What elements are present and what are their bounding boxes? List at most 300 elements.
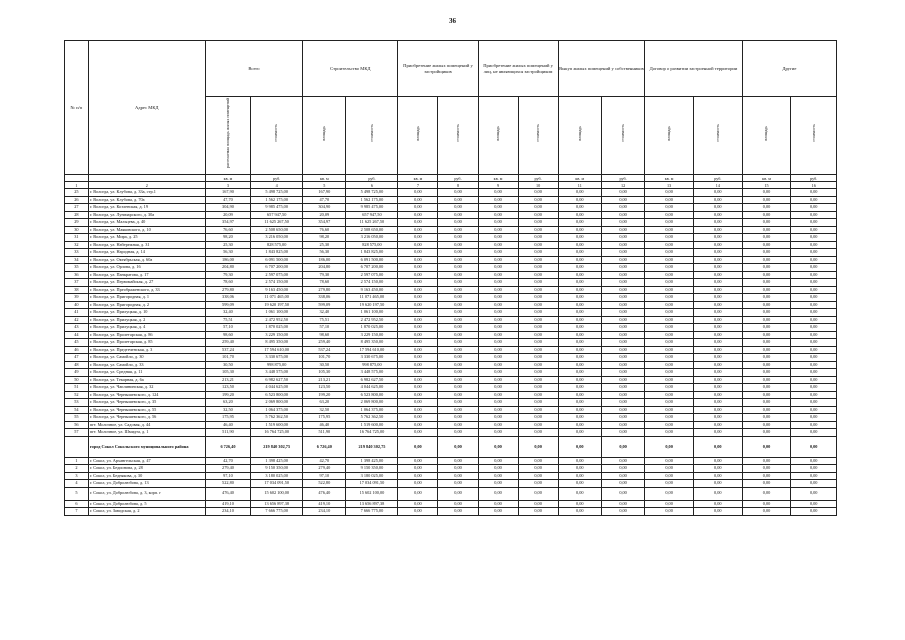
table-row	[65, 369, 837, 377]
row-zero-value: 0,00	[645, 204, 694, 212]
row-zero-value: 0,00	[601, 331, 644, 339]
row-zero-value: 0,00	[601, 324, 644, 332]
column-number: 12	[601, 182, 644, 189]
row-area-construction: 25,30	[303, 241, 346, 249]
column-number-row	[65, 182, 837, 189]
row-zero-value: 0,00	[601, 465, 644, 473]
row-zero-value: 0,00	[601, 301, 644, 309]
row-zero-value: 0,00	[518, 204, 558, 212]
row-area-construction: 56,30	[303, 249, 346, 257]
row-cost-construction: 16 764 725,00	[346, 429, 398, 437]
row-zero-value: 0,00	[478, 279, 518, 287]
row-number: 3	[65, 472, 89, 480]
row-zero-value: 0,00	[518, 361, 558, 369]
row-zero-value: 0,00	[601, 249, 644, 257]
table-row	[65, 309, 837, 317]
row-zero-value: 0,00	[478, 331, 518, 339]
row-address: г. Вологда, ул. Средняя, д. 11	[88, 369, 205, 377]
row-area-construction: 47,70	[303, 196, 346, 204]
row-zero-value: 0,00	[645, 472, 694, 480]
row-zero-value: 0,00	[693, 339, 742, 347]
table-row	[65, 391, 837, 399]
row-cost-total: 3 330 675,00	[251, 354, 303, 362]
row-area-construction: 186,00	[303, 256, 346, 264]
row-zero-value: 0,00	[478, 309, 518, 317]
row-zero-value: 0,00	[438, 241, 478, 249]
row-zero-value: 0,00	[693, 241, 742, 249]
row-zero-value: 0,00	[558, 234, 601, 242]
row-zero-value: 0,00	[478, 211, 518, 219]
row-area-construction: 20,09	[303, 211, 346, 219]
row-cost-construction: 1 061 100,00	[346, 309, 398, 317]
row-cost-total: 5 498 725,00	[251, 189, 303, 197]
row-zero-value: 0,00	[791, 369, 837, 377]
row-zero-value: 0,00	[558, 487, 601, 500]
row-zero-value: 0,00	[693, 472, 742, 480]
row-zero-value: 0,00	[558, 339, 601, 347]
row-zero-value: 0,00	[601, 361, 644, 369]
row-zero-value: 0,00	[791, 406, 837, 414]
row-zero-value: 0,00	[693, 301, 742, 309]
row-area-total: 30,50	[205, 361, 250, 369]
row-cost-construction: 5 762 362,50	[346, 414, 398, 422]
row-zero-value: 0,00	[438, 189, 478, 197]
row-zero-value: 0,00	[518, 406, 558, 414]
row-cost-total: 3 216 050,00	[251, 234, 303, 242]
row-area-total: 75,51	[205, 316, 250, 324]
row-cost-construction: 6 707 200,00	[346, 264, 398, 272]
row-address: г. Вологда, ул. Пригородная, д. 1	[88, 294, 205, 302]
row-zero-value: 0,00	[645, 264, 694, 272]
row-address: г. Вологда, ул. Прилуцкая, д. 2	[88, 316, 205, 324]
row-number: 33	[65, 249, 89, 257]
header-row-num: № п/п	[65, 41, 89, 175]
row-zero-value: 0,00	[558, 472, 601, 480]
row-zero-value: 0,00	[398, 354, 438, 362]
row-zero-value: 0,00	[478, 301, 518, 309]
row-zero-value: 0,00	[558, 286, 601, 294]
row-zero-value: 0,00	[693, 271, 742, 279]
row-cost-total: 657 947,50	[251, 211, 303, 219]
table-row	[65, 500, 837, 508]
row-address: г. Сокол, ул. Заводская, д. 2	[88, 508, 205, 516]
total-zero-value: 0,00	[645, 436, 694, 457]
row-zero-value: 0,00	[645, 279, 694, 287]
row-zero-value: 0,00	[742, 256, 791, 264]
table-row	[65, 189, 837, 197]
row-zero-value: 0,00	[601, 271, 644, 279]
column-number: 1	[65, 182, 89, 189]
row-cost-construction: 6 091 500,00	[346, 256, 398, 264]
row-zero-value: 0,00	[558, 384, 601, 392]
row-cost-total: 16 764 725,00	[251, 429, 303, 437]
row-zero-value: 0,00	[398, 472, 438, 480]
row-zero-value: 0,00	[518, 241, 558, 249]
row-cost-construction: 11 071 465,00	[346, 294, 398, 302]
row-zero-value: 0,00	[558, 316, 601, 324]
row-cost-total: 11 071 465,00	[251, 294, 303, 302]
row-zero-value: 0,00	[558, 361, 601, 369]
row-zero-value: 0,00	[558, 211, 601, 219]
row-zero-value: 0,00	[558, 324, 601, 332]
row-address: г. Вологда, ул. Маяковского, д. 10	[88, 226, 205, 234]
row-zero-value: 0,00	[558, 429, 601, 437]
row-area-total: 599,09	[205, 301, 250, 309]
row-zero-value: 0,00	[398, 339, 438, 347]
row-zero-value: 0,00	[645, 487, 694, 500]
sub-header-cell	[251, 97, 303, 175]
row-zero-value: 0,00	[742, 204, 791, 212]
column-number: 16	[791, 182, 837, 189]
row-zero-value: 0,00	[398, 384, 438, 392]
table-row	[65, 465, 837, 473]
row-cost-construction: 2 597 075,00	[346, 271, 398, 279]
row-cost-total: 3 229 150,00	[251, 331, 303, 339]
row-cost-total: 2 574 150,00	[251, 279, 303, 287]
row-zero-value: 0,00	[645, 384, 694, 392]
row-cost-construction: 7 666 775,00	[346, 508, 398, 516]
row-zero-value: 0,00	[438, 211, 478, 219]
row-address: г. Вологда, ул. Орлова, д. 16	[88, 264, 205, 272]
row-number: 34	[65, 256, 89, 264]
row-address: г. Вологда, ул. Преображенского, д. 33	[88, 286, 205, 294]
units-cell: руб.	[791, 175, 837, 182]
row-cost-total: 5 762 362,50	[251, 414, 303, 422]
row-zero-value: 0,00	[398, 286, 438, 294]
row-zero-value: 0,00	[645, 339, 694, 347]
row-zero-value: 0,00	[438, 465, 478, 473]
row-zero-value: 0,00	[398, 196, 438, 204]
row-number: 47	[65, 354, 89, 362]
table-row	[65, 294, 837, 302]
row-zero-value: 0,00	[693, 249, 742, 257]
row-address: г. Вологда, ул. Самойло, д. 30	[88, 354, 205, 362]
row-zero-value: 0,00	[742, 324, 791, 332]
units-cell-empty	[88, 175, 205, 182]
sub-header-cell	[478, 97, 518, 175]
row-zero-value: 0,00	[478, 384, 518, 392]
row-zero-value: 0,00	[693, 256, 742, 264]
row-zero-value: 0,00	[742, 331, 791, 339]
sub-header-label: стоимость	[810, 124, 816, 142]
row-zero-value: 0,00	[398, 346, 438, 354]
row-area-total: 46,40	[205, 421, 250, 429]
row-zero-value: 0,00	[558, 331, 601, 339]
row-area-total: 186,00	[205, 256, 250, 264]
row-zero-value: 0,00	[558, 301, 601, 309]
row-cost-total: 9 163 450,00	[251, 286, 303, 294]
row-area-construction: 79,30	[303, 271, 346, 279]
row-zero-value: 0,00	[398, 406, 438, 414]
municipality-total-row	[65, 436, 837, 457]
row-area-construction: 259,40	[303, 339, 346, 347]
row-address: г. Сокол, ул. Добролюбова, д. 3, корп. г	[88, 487, 205, 500]
table-row	[65, 316, 837, 324]
row-address: г. Вологда, ул. Октябрьская, д. 60а	[88, 256, 205, 264]
table-row	[65, 414, 837, 422]
row-zero-value: 0,00	[601, 211, 644, 219]
table-row	[65, 406, 837, 414]
row-zero-value: 0,00	[478, 472, 518, 480]
row-address: г. Вологда, ул. Набережная, д. 31	[88, 241, 205, 249]
row-cost-total: 11 625 267,50	[251, 219, 303, 227]
row-zero-value: 0,00	[438, 421, 478, 429]
column-number: 2	[88, 182, 205, 189]
row-zero-value: 0,00	[645, 219, 694, 227]
row-zero-value: 0,00	[558, 264, 601, 272]
row-zero-value: 0,00	[398, 279, 438, 287]
row-zero-value: 0,00	[791, 294, 837, 302]
column-number: 15	[742, 182, 791, 189]
row-zero-value: 0,00	[742, 241, 791, 249]
row-address: г. Вологда, ул. Мира, д. 25	[88, 234, 205, 242]
row-zero-value: 0,00	[398, 264, 438, 272]
row-zero-value: 0,00	[742, 457, 791, 465]
table-row	[65, 429, 837, 437]
row-cost-total: 1 064 375,00	[251, 406, 303, 414]
units-cell: кв. м	[398, 175, 438, 182]
row-zero-value: 0,00	[791, 301, 837, 309]
sub-header-label: стоимость	[534, 124, 540, 142]
row-cost-construction: 9 163 450,00	[346, 286, 398, 294]
row-zero-value: 0,00	[645, 361, 694, 369]
row-cost-construction: 657 947,50	[346, 211, 398, 219]
table-row	[65, 361, 837, 369]
sub-header-cell	[518, 97, 558, 175]
row-zero-value: 0,00	[518, 376, 558, 384]
row-address: пгт. Молочное, ул. Шмидта, д. 1	[88, 429, 205, 437]
row-zero-value: 0,00	[645, 256, 694, 264]
column-number: 5	[303, 182, 346, 189]
row-zero-value: 0,00	[645, 271, 694, 279]
row-area-total: 167,90	[205, 189, 250, 197]
row-zero-value: 0,00	[478, 204, 518, 212]
row-zero-value: 0,00	[518, 286, 558, 294]
row-zero-value: 0,00	[791, 211, 837, 219]
row-zero-value: 0,00	[438, 384, 478, 392]
row-area-construction: 522,80	[303, 480, 346, 488]
row-cost-total: 2 597 075,00	[251, 271, 303, 279]
row-zero-value: 0,00	[742, 421, 791, 429]
row-zero-value: 0,00	[693, 211, 742, 219]
row-zero-value: 0,00	[693, 465, 742, 473]
row-zero-value: 0,00	[645, 500, 694, 508]
row-cost-total: 3 448 575,00	[251, 369, 303, 377]
table-row	[65, 457, 837, 465]
row-cost-total: 17 034 091,50	[251, 480, 303, 488]
row-number: 30	[65, 226, 89, 234]
row-zero-value: 0,00	[645, 369, 694, 377]
row-zero-value: 0,00	[558, 279, 601, 287]
row-zero-value: 0,00	[791, 429, 837, 437]
row-cost-total: 4 044 625,00	[251, 384, 303, 392]
row-zero-value: 0,00	[693, 399, 742, 407]
row-address: г. Вологда, ул. Пролетарская, д. 86	[88, 331, 205, 339]
row-number: 55	[65, 414, 89, 422]
row-zero-value: 0,00	[742, 384, 791, 392]
row-cost-total: 19 620 197,50	[251, 301, 303, 309]
row-zero-value: 0,00	[518, 301, 558, 309]
row-number: 27	[65, 204, 89, 212]
row-area-total: 32,50	[205, 406, 250, 414]
row-zero-value: 0,00	[478, 264, 518, 272]
row-area-total: 354,97	[205, 219, 250, 227]
units-cell: кв. м	[645, 175, 694, 182]
row-zero-value: 0,00	[645, 457, 694, 465]
row-zero-value: 0,00	[398, 271, 438, 279]
row-number: 37	[65, 279, 89, 287]
row-cost-construction: 19 620 197,50	[346, 301, 398, 309]
row-zero-value: 0,00	[601, 472, 644, 480]
row-number: 26	[65, 196, 89, 204]
row-zero-value: 0,00	[438, 354, 478, 362]
row-cost-construction: 3 448 575,00	[346, 369, 398, 377]
total-zero-value: 0,00	[518, 436, 558, 457]
row-zero-value: 0,00	[398, 331, 438, 339]
row-zero-value: 0,00	[693, 391, 742, 399]
row-zero-value: 0,00	[791, 271, 837, 279]
row-zero-value: 0,00	[791, 384, 837, 392]
row-area-construction: 599,09	[303, 301, 346, 309]
sub-header-label: стоимость	[368, 124, 374, 142]
row-cost-total: 9 985 475,00	[251, 204, 303, 212]
row-zero-value: 0,00	[742, 508, 791, 516]
row-area-construction: 76,60	[303, 226, 346, 234]
row-cost-construction: 13 656 897,38	[346, 500, 398, 508]
table-body	[65, 189, 837, 516]
row-zero-value: 0,00	[518, 189, 558, 197]
row-zero-value: 0,00	[742, 189, 791, 197]
row-zero-value: 0,00	[518, 211, 558, 219]
row-area-construction: 42,70	[303, 457, 346, 465]
row-number: 43	[65, 324, 89, 332]
row-zero-value: 0,00	[693, 219, 742, 227]
row-zero-value: 0,00	[791, 264, 837, 272]
total-zero-value: 0,00	[791, 436, 837, 457]
row-zero-value: 0,00	[438, 294, 478, 302]
row-zero-value: 0,00	[742, 286, 791, 294]
row-zero-value: 0,00	[693, 384, 742, 392]
row-zero-value: 0,00	[601, 406, 644, 414]
row-zero-value: 0,00	[742, 234, 791, 242]
row-cost-total: 828 575,00	[251, 241, 303, 249]
row-zero-value: 0,00	[791, 234, 837, 242]
row-number: 54	[65, 406, 89, 414]
row-zero-value: 0,00	[438, 256, 478, 264]
table-row	[65, 376, 837, 384]
row-zero-value: 0,00	[518, 294, 558, 302]
row-zero-value: 0,00	[478, 249, 518, 257]
units-cell: руб.	[518, 175, 558, 182]
column-number: 9	[478, 182, 518, 189]
row-zero-value: 0,00	[693, 508, 742, 516]
row-area-total: 123,50	[205, 384, 250, 392]
row-zero-value: 0,00	[601, 294, 644, 302]
row-zero-value: 0,00	[438, 361, 478, 369]
units-row	[65, 175, 837, 182]
row-zero-value: 0,00	[693, 369, 742, 377]
row-zero-value: 0,00	[601, 234, 644, 242]
row-zero-value: 0,00	[558, 189, 601, 197]
units-cell: кв. м	[205, 175, 250, 182]
row-area-total: 419,10	[205, 500, 250, 508]
row-zero-value: 0,00	[742, 226, 791, 234]
row-zero-value: 0,00	[693, 234, 742, 242]
row-zero-value: 0,00	[398, 219, 438, 227]
sub-header-label: стоимость	[273, 124, 279, 142]
table-row	[65, 196, 837, 204]
row-zero-value: 0,00	[438, 487, 478, 500]
row-number: 6	[65, 500, 89, 508]
row-cost-construction: 1 398 425,00	[346, 457, 398, 465]
row-area-construction: 98,60	[303, 331, 346, 339]
row-address: г. Вологда, ул. Чернышевского, д. 56	[88, 414, 205, 422]
row-cost-construction: 11 625 267,50	[346, 219, 398, 227]
row-area-construction: 105,30	[303, 369, 346, 377]
row-address: г. Сокол, ул. Бедионова, д. 28	[88, 465, 205, 473]
row-zero-value: 0,00	[398, 256, 438, 264]
row-zero-value: 0,00	[693, 279, 742, 287]
row-area-total: 105,30	[205, 369, 250, 377]
row-area-total: 204,80	[205, 264, 250, 272]
row-address: г. Вологда, ул. Луначарского, д. 30а	[88, 211, 205, 219]
table-row	[65, 264, 837, 272]
row-number: 42	[65, 316, 89, 324]
row-zero-value: 0,00	[742, 406, 791, 414]
row-zero-value: 0,00	[478, 414, 518, 422]
row-zero-value: 0,00	[645, 249, 694, 257]
row-area-total: 98,20	[205, 234, 250, 242]
table-row	[65, 346, 837, 354]
row-zero-value: 0,00	[791, 500, 837, 508]
row-zero-value: 0,00	[518, 331, 558, 339]
row-zero-value: 0,00	[558, 354, 601, 362]
table-row	[65, 286, 837, 294]
row-zero-value: 0,00	[742, 399, 791, 407]
row-zero-value: 0,00	[398, 457, 438, 465]
row-cost-total: 6 707 200,00	[251, 264, 303, 272]
row-zero-value: 0,00	[742, 196, 791, 204]
row-area-total: 259,40	[205, 339, 250, 347]
row-zero-value: 0,00	[518, 219, 558, 227]
row-zero-value: 0,00	[645, 309, 694, 317]
row-zero-value: 0,00	[742, 316, 791, 324]
row-zero-value: 0,00	[438, 331, 478, 339]
column-number: 7	[398, 182, 438, 189]
row-zero-value: 0,00	[601, 346, 644, 354]
row-address: г. Вологда, ул. Пролетарская, д. 85	[88, 339, 205, 347]
row-zero-value: 0,00	[742, 264, 791, 272]
row-zero-value: 0,00	[398, 429, 438, 437]
column-number: 3	[205, 182, 250, 189]
table-row	[65, 241, 837, 249]
sub-header-label: стоимость	[619, 124, 625, 142]
row-zero-value: 0,00	[645, 196, 694, 204]
row-zero-value: 0,00	[398, 391, 438, 399]
row-zero-value: 0,00	[438, 264, 478, 272]
row-zero-value: 0,00	[693, 376, 742, 384]
row-zero-value: 0,00	[645, 226, 694, 234]
row-zero-value: 0,00	[558, 309, 601, 317]
table-row	[65, 249, 837, 257]
row-zero-value: 0,00	[645, 354, 694, 362]
total-label: город Сокол Сокольского муниципального района	[88, 436, 205, 457]
row-cost-total: 2 508 650,00	[251, 226, 303, 234]
row-zero-value: 0,00	[438, 234, 478, 242]
row-address: г. Вологда, ул. Мальцева, д. 40	[88, 219, 205, 227]
row-zero-value: 0,00	[645, 421, 694, 429]
row-zero-value: 0,00	[518, 465, 558, 473]
